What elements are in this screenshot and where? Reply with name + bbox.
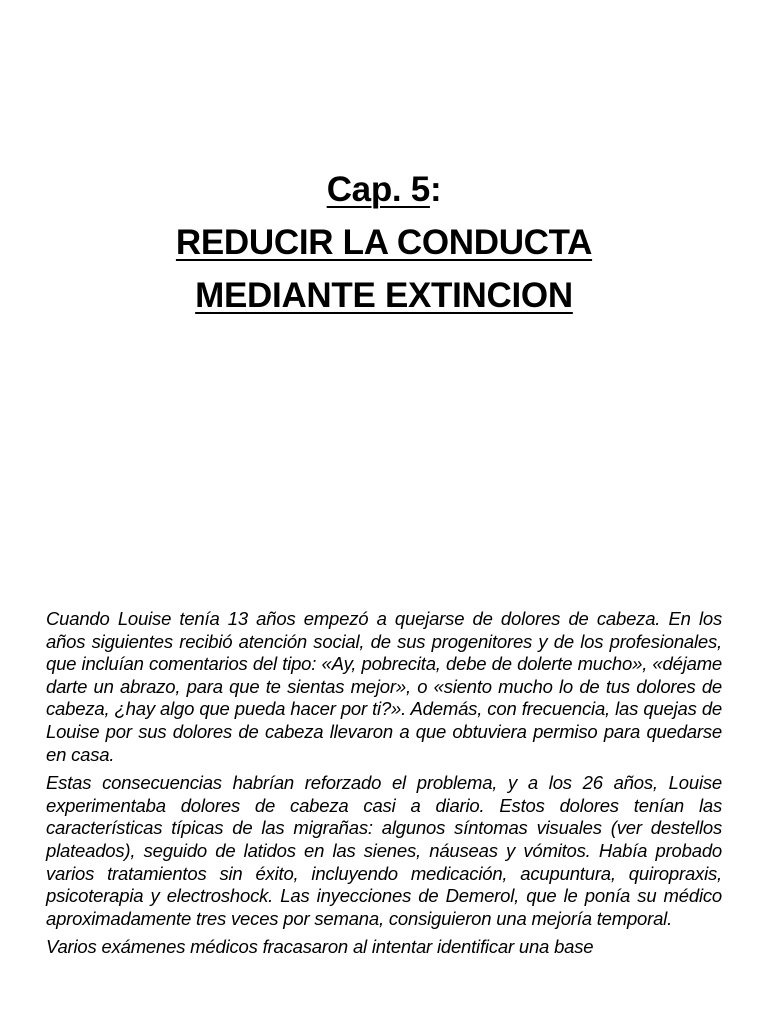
chapter-label-line: [0, 163, 768, 216]
chapter-title-2: MEDIANTE EXTINCION: [195, 276, 573, 315]
chapter-title-line-1: [0, 216, 768, 269]
chapter-colon: :: [429, 170, 442, 209]
paragraph-2: Estas consecuencias habrían reforzado el problema, y a los 26 años, Louise experimentaba dolores de cabeza casi a diario. Estos dolores tenían las características típicas de las migrañas: algunos síntomas visuales (ver destellos plateados), seguido de latidos en las sienes, náuseas y vómitos. Había probado varios tratamientos sin éxito, incluyendo medicación, acupuntura, quiropraxis, psicoterapia y electroshock. Las inyecciones de Demerol, que le ponía su médico aproximadamente tres veces por semana, consiguieron una mejoría temporal.: [46, 772, 722, 929]
chapter-title-line-2: [0, 269, 768, 322]
chapter-label: Cap. 5: [326, 170, 430, 209]
body-text: [46, 608, 722, 965]
chapter-heading: [0, 163, 768, 322]
paragraph-1: Cuando Louise tenía 13 años empezó a quejarse de dolores de cabeza. En los años siguientes recibió atención social, de sus progenitores y de los profesionales, que incluían comentarios del tipo: «Ay, pobrecita, debe de dolerte mucho», «déjame darte un abrazo, para que te sientas mejor», o «siento mucho lo de tus dolores de cabeza, ¿hay algo que pueda hacer por ti?». Además, con frecuencia, las quejas de Louise por sus dolores de cabeza llevaron a que obtuviera permiso para quedarse en casa.: [46, 608, 722, 765]
paragraph-3: Varios exámenes médicos fracasaron al intentar identificar una base: [46, 936, 594, 958]
chapter-title-1: REDUCIR LA CONDUCTA: [175, 223, 593, 262]
